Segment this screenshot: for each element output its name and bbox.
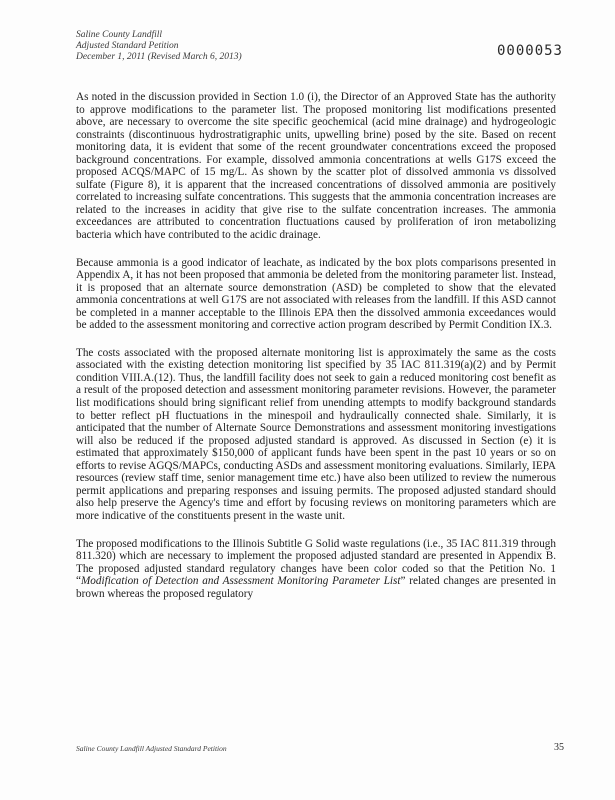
body-text — [76, 91, 556, 615]
header-line-site: Saline County Landfill — [76, 30, 163, 40]
paragraph-last-start: The proposed modifications to the Illinois Subtitle G Solid waste regulations (i.e., 35 IAC 811.319 through 811.320) which are necessary to implement the proposed adjusted standard are presented in Appendix B. The proposed adjusted standard regulatory changes have been color coded so that the Petition No. 1 “ — [76, 537, 556, 588]
page-number: 35 — [554, 742, 564, 753]
petition-title: Modification of Detection and Assessment Monitoring Parameter List — [80, 575, 401, 588]
bates-number: 0000053 — [496, 43, 563, 59]
paragraph-last-end: ” related changes are presented in brown whereas the proposed regulatory — [76, 575, 557, 600]
running-footer: Saline County Landfill Adjusted Standard Petition — [76, 744, 227, 753]
paragraph: The costs associated with the proposed alternate monitoring list is approximately the same as the costs associated with the existing detection monitoring list specified by 35 IAC 811.319(a)(2) and by Permit condition VIII.A.(12). Thus, the landfill facility does not seek to gain a reduced monitoring cost benefit as a result of the proposed detection and assessment monitoring parameter revisions. However, the parameter list modifications should bring significant relief from unending attempts to modify background standards to better reflect pH fluctuations in the minespoil and hydraulically connected shale. Similarly, it is anticipated that the number of Alternate Source Demonstrations and assessment monitoring investigations will also be reduced if the proposed adjusted standard is approved. As discussed in Section (e) it is estimated that approximately $150,000 of applicant funds have been spent in the past 10 years or so on efforts to revise AGQS/MAPCs, conducting ASDs and assessment monitoring evaluations. Similarly, IEPA resources (review staff time, senior management time etc.) have also been utilized to review the numerous permit applications and preparing responses and issuing permits. The proposed adjusted standard should also help preserve the Agency's time and effort by focusing reviews on monitoring parameters which are more indicative of the constituents present in the waste unit. — [76, 346, 556, 522]
paragraph-last — [76, 538, 556, 601]
running-header — [76, 30, 242, 63]
paragraph: Because ammonia is a good indicator of leachate, as indicated by the box plots comparisons presented in Appendix A, it has not been proposed that ammonia be deleted from the monitoring parameter list. Instead, it is proposed that an alternate source demonstration (ASD) be completed to show that the elevated ammonia concentrations at well G17S are not associated with releases from the landfill. If this ASD cannot be completed in a manner acceptable to the Illinois EPA then the dissolved ammonia exceedances would be added to the assessment monitoring and corrective action program described by Permit Condition IX.3. — [76, 256, 556, 332]
header-line-title: Adjusted Standard Petition — [76, 41, 179, 51]
paragraph: As noted in the discussion provided in Section 1.0 (i), the Director of an Approved State has the authority to approve modifications to the parameter list. The proposed monitoring list modifications presented above, are necessary to overcome the site specific geochemical (acid mine drainage) and hydrogeologic constraints (discontinuous hydrostratigraphic units, upwelling brine) posed by the site. Based on recent monitoring data, it is evident that some of the recent groundwater concentrations exceed the proposed background concentrations. For example, dissolved ammonia concentrations at wells G17S exceed the proposed ACQS/MAPC of 15 mg/L. As shown by the scatter plot of dissolved ammonia vs dissolved sulfate (Figure 8), it is apparent that the increased concentrations of dissolved ammonia are positively correlated to increasing sulfate concentrations. This suggests that the ammonia concentration increases are related to the increases in acidity that give rise to the sulfate concentration increases. The ammonia exceedances are attributed to concentration fluctuations caused by proliferation of iron metabolizing bacteria which have contributed to the acidic drainage. — [76, 91, 556, 242]
header-line-date: December 1, 2011 (Revised March 6, 2013) — [76, 52, 242, 62]
